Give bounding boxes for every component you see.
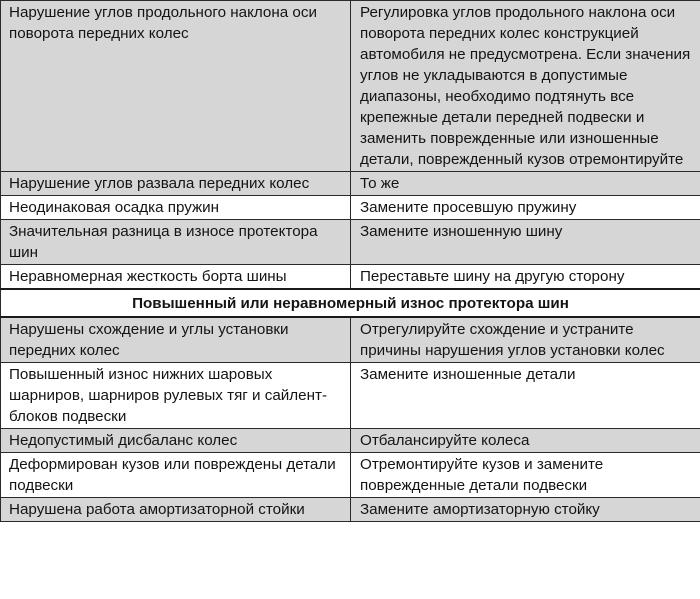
remedy-cell: Замените просевшую пружину bbox=[351, 196, 700, 220]
remedy-cell: Отремонтируйте кузов и замените поврежденные детали подвески bbox=[351, 453, 700, 498]
remedy-cell: Регулировка углов продольного наклона оси поворота передних колес конструкцией автомобиля не предусмотрена. Если значения углов не укладываются в допустимые диапазоны, необходимо подтянуть все крепежные детали передней подвески и заменить поврежденные или изношенные детали, поврежденный кузов отремонтируйте bbox=[351, 1, 700, 172]
table-row bbox=[1, 317, 700, 363]
table-row bbox=[1, 220, 700, 265]
cause-cell: Повышенный износ нижних шаровых шарниров, шарниров рулевых тяг и сайлент-блоков подвески bbox=[1, 363, 351, 429]
remedy-cell: Отбалансируйте колеса bbox=[351, 429, 700, 453]
table-row bbox=[1, 1, 700, 172]
table-section bbox=[1, 289, 700, 317]
table-body-top bbox=[1, 1, 700, 290]
cause-cell: Нарушены схождение и углы установки передних колес bbox=[1, 317, 351, 363]
cause-cell: Неодинаковая осадка пружин bbox=[1, 196, 351, 220]
remedy-cell: Переставьте шину на другую сторону bbox=[351, 265, 700, 290]
remedy-cell: Отрегулируйте схождение и устраните причины нарушения углов установки колес bbox=[351, 317, 700, 363]
cause-cell: Деформирован кузов или повреждены детали подвески bbox=[1, 453, 351, 498]
table-row bbox=[1, 172, 700, 196]
table-row bbox=[1, 498, 700, 522]
cause-cell: Значительная разница в износе протектора шин bbox=[1, 220, 351, 265]
table-body-bottom bbox=[1, 317, 700, 522]
cause-cell: Нарушение углов продольного наклона оси поворота передних колес bbox=[1, 1, 351, 172]
section-title: Повышенный или неравномерный износ протектора шин bbox=[1, 289, 700, 317]
section-header-row bbox=[1, 289, 700, 317]
remedy-cell: Замените амортизаторную стойку bbox=[351, 498, 700, 522]
cause-cell: Недопустимый дисбаланс колес bbox=[1, 429, 351, 453]
table-row bbox=[1, 429, 700, 453]
remedy-cell: Замените изношенные детали bbox=[351, 363, 700, 429]
table-row bbox=[1, 265, 700, 290]
table-row bbox=[1, 363, 700, 429]
table-row bbox=[1, 453, 700, 498]
cause-cell: Неравномерная жесткость борта шины bbox=[1, 265, 351, 290]
remedy-cell: То же bbox=[351, 172, 700, 196]
cause-cell: Нарушена работа амортизаторной стойки bbox=[1, 498, 351, 522]
cause-cell: Нарушение углов развала передних колес bbox=[1, 172, 351, 196]
remedy-cell: Замените изношенную шину bbox=[351, 220, 700, 265]
table-row bbox=[1, 196, 700, 220]
